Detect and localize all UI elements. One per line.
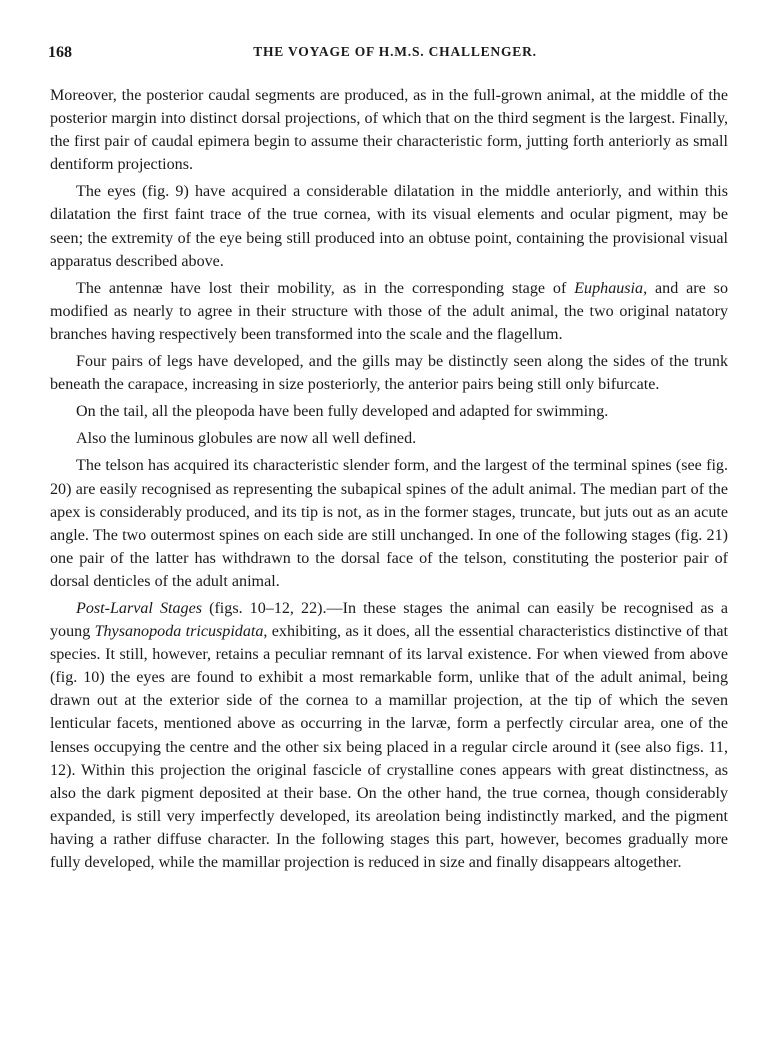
species-name: Thysanopoda tricuspidata xyxy=(94,623,264,641)
text-run: (figs. 10–12, 22).—In these stages the animal can easily be recognised as a young xyxy=(50,599,728,641)
text-run: The telson has acquired its characteristic slender form, and the largest of the terminal spines (see fig. 20) are easily recognised as representing the subapical spines of the adult animal. The median part of the apex is considerably produced, and its tip is not, as in the former stages, truncate, but juts out as an acute angle. The two outermost spines on each side are still unchanged. In one of the following stages (fig. 21) one pair of the latter has withdrawn to the dorsal face of the telson, constituting the posterior pair of dorsal denticles of the adult animal. xyxy=(50,457,728,590)
paragraph-caudal-segments xyxy=(50,84,728,176)
paragraph-antennae xyxy=(50,277,728,346)
paragraph-telson xyxy=(50,454,728,593)
text-run: The eyes (fig. 9) have acquired a considerable dilatation in the middle anteriorly, and within this dilatation the first faint trace of the true cornea, with its visual elements and ocular pigment, may be seen; the extremity of the eye being still produced into an obtuse point, containing the provisional visual apparatus described above. xyxy=(50,183,728,270)
text-run: , exhibiting, as it does, all the essential characteristics distinctive of that species. It still, however, retains a peculiar remnant of its larval existence. For when viewed from above (fig. 10) the eyes are found to exhibit a most remarkable form, unlike that of the adult animal, being drawn out at the exterior side of the cornea to a mamillar projection, at the tip of which the seven lenticular facets, mentioned above as occurring in the larvæ, form a perfectly circular area, one of the lenses occupying the centre and the other six being placed in a regular circle around it (see also figs. 11, 12). Within this projection the original fascicle of crystalline cones appears with great distinctness, as also the dark pigment deposited at their base. On the other hand, the true cornea, though considerably expanded, is still very imperfectly developed, its areolation being indistinctly marked, and the pigment having a rather diffuse character. In the following stages this part, however, becomes gradually more fully developed, while the mamillar projection is reduced in size and finally disappears altogether. xyxy=(50,623,728,871)
paragraph-pleopoda xyxy=(50,400,728,423)
running-title: THE VOYAGE OF H.M.S. CHALLENGER. xyxy=(253,44,537,59)
body-text xyxy=(50,84,728,874)
paragraph-legs xyxy=(50,350,728,396)
paragraph-eyes xyxy=(50,180,728,272)
section-heading: Post-Larval Stages xyxy=(76,599,202,617)
text-run: On the tail, all the pleopoda have been fully developed and adapted for swimming. xyxy=(76,403,609,421)
paragraph-post-larval-stages xyxy=(50,597,728,874)
text-run: , and are so modified as nearly to agree in their structure with those of the adult animal, the two original natatory branches having respectively been transformed into the scale and the flagellum. xyxy=(50,279,728,343)
text-run: The antennæ have lost their mobility, as in the corresponding stage of xyxy=(76,279,575,297)
paragraph-luminous-globules xyxy=(50,427,728,450)
genus-name: Euphausia xyxy=(574,279,644,297)
page-header xyxy=(48,44,742,66)
text-run: Four pairs of legs have developed, and the gills may be distinctly seen along the sides of the trunk beneath the carapace, increasing in size posteriorly, the anterior pairs being still only bifurcate. xyxy=(50,353,728,394)
text-run: Also the luminous globules are now all well defined. xyxy=(76,430,417,448)
page-number: 168 xyxy=(48,44,72,61)
text-run: Moreover, the posterior caudal segments are produced, as in the full-grown animal, at the middle of the posterior margin into distinct dorsal projections, of which that on the third segment is the largest. Finally, the first pair of caudal epimera begin to assume their characteristic form, jutting forth anteriorly as small dentiform projections. xyxy=(50,87,728,174)
